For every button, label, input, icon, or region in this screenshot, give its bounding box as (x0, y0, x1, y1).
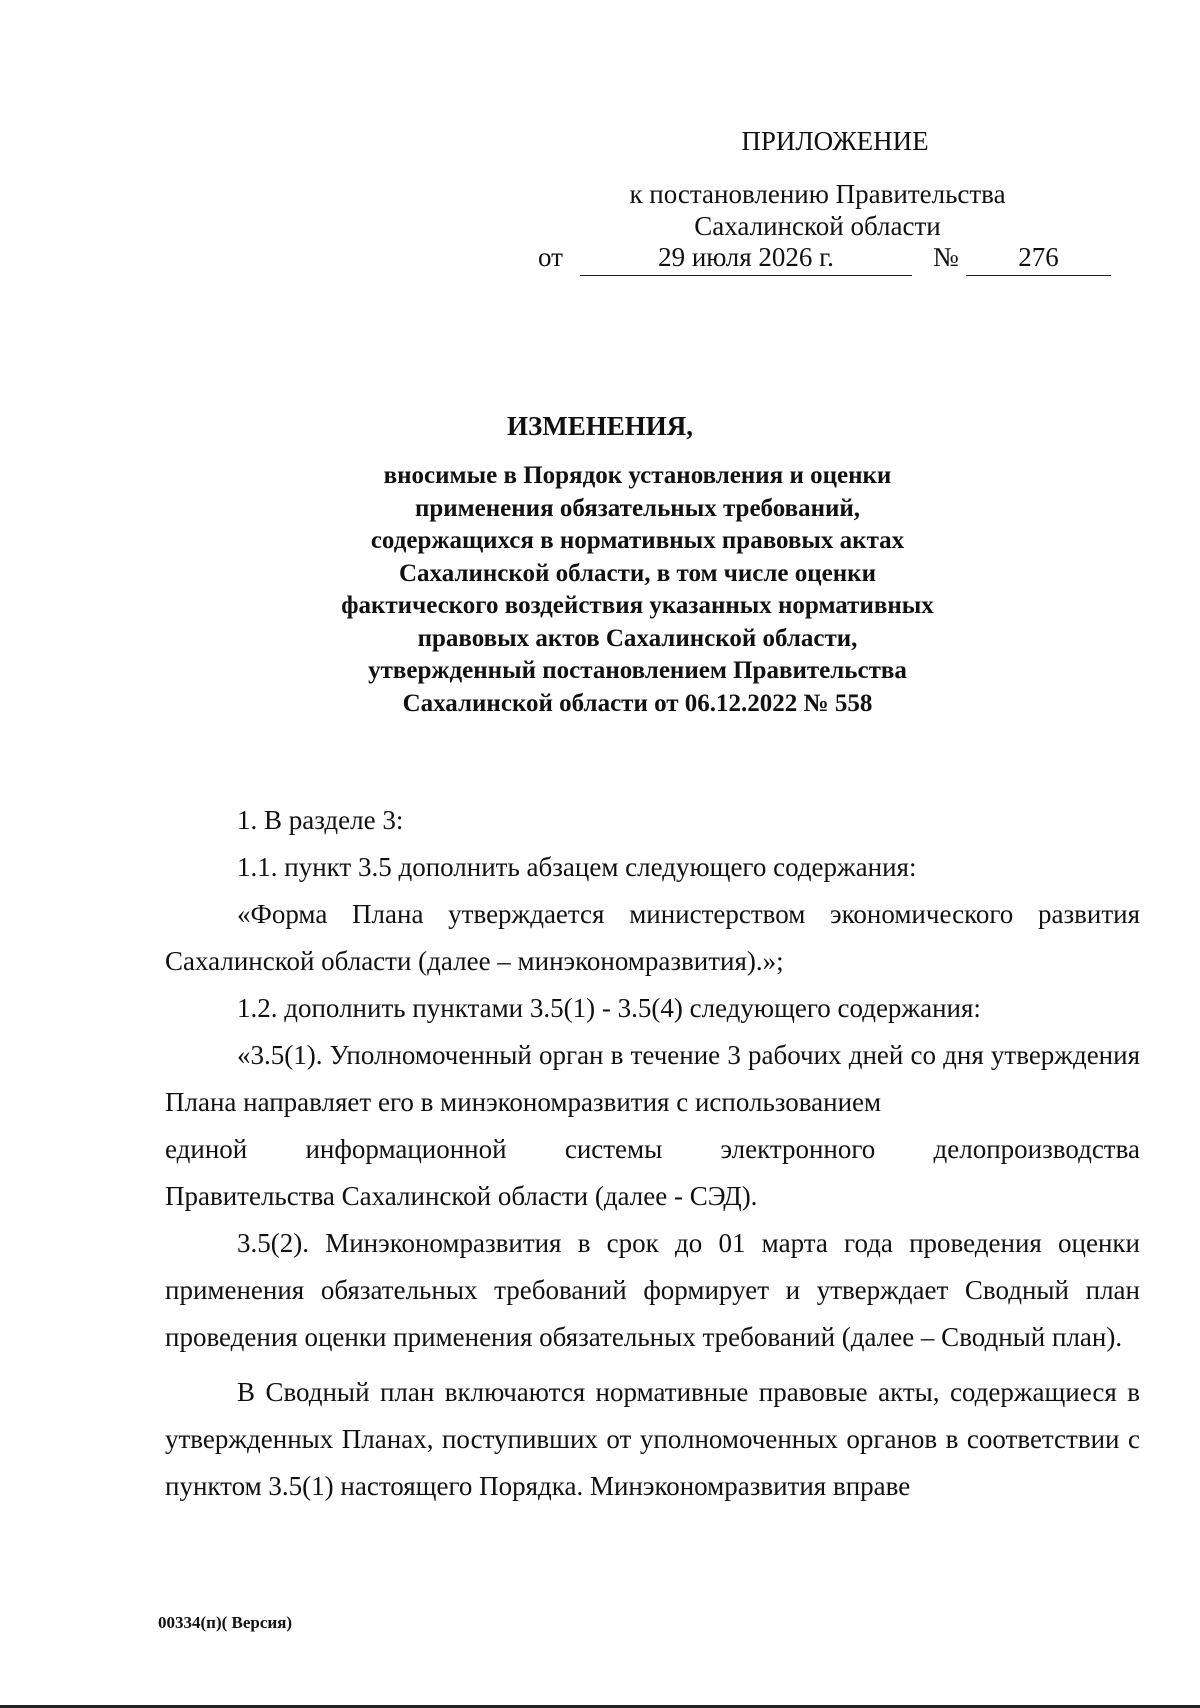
paragraph-section: 1. В разделе 3: (237, 805, 404, 835)
paragraph-3-5-1: «3.5(1). Уполномоченный орган в течение 3 рабочих дней со дня утверждения Плана направляет его в минэкономразвития с использованием (165, 1040, 1140, 1117)
subtitle-line: вносимые в Порядок установления и оценки (383, 462, 892, 489)
subtitle-line: применения обязательных требований, (414, 494, 861, 522)
paragraph-item-1-2: 1.2. дополнить пунктами 3.5(1) - 3.5(4) следующего содержания: (237, 993, 981, 1023)
subtitle-line: правовых актов Сахалинской области, (417, 624, 858, 652)
number-value: 276 (966, 241, 1111, 276)
subtitle-line: фактического воздействия указанных нормативных (341, 592, 934, 619)
appendix-line-1: к постановлению Правительства (629, 179, 1006, 209)
word: единой (165, 1134, 248, 1164)
document-body (165, 797, 1140, 1510)
word: электронного (720, 1134, 876, 1164)
document-title: ИЗМЕНЕНИЯ, (506, 411, 693, 441)
paragraph-form-plan: «Форма Плана утверждается министерством экономического развития Сахалинской области (далее – минэкономразвития).»; (165, 899, 1140, 976)
subtitle-line: содержащихся в нормативных правовых актах (370, 527, 905, 554)
appendix-title: ПРИЛОЖЕНИЕ (741, 126, 929, 156)
date-prefix: от (538, 242, 563, 272)
footer-code: 00334(п)( Версия) (158, 1613, 293, 1632)
document-subtitle (250, 460, 1025, 720)
paragraph-3-5-1-end: Правительства Сахалинской области (далее - СЭД). (165, 1181, 758, 1211)
word: информационной (305, 1134, 507, 1164)
appendix-line-2: Сахалинской области (694, 211, 941, 241)
paragraph-3-5-2: 3.5(2). Минэкономразвития в срок до 01 марта года проведения оценки применения обязательных требований формирует и утверждает Сводный план проведения оценки применения обязательных требований (далее – Сводный план). (165, 1228, 1140, 1352)
appendix-date-row (538, 241, 1113, 277)
subtitle-line: утвержденный постановлением Правительства (368, 657, 907, 684)
date-value: 29 июля 2026 г. (580, 241, 912, 276)
number-prefix: № (933, 242, 959, 272)
paragraph-3-5-1-spread-line (165, 1126, 1140, 1173)
subtitle-line: Сахалинской области от 06.12.2022 № 558 (402, 689, 873, 717)
paragraph-summary-plan: В Сводный план включаются нормативные правовые акты, содержащиеся в утвержденных Планах, поступивших от уполномоченных органов в соответствии с пунктом 3.5(1) настоящего Порядка. Минэкономразвития вправе (165, 1377, 1140, 1501)
subtitle-line: Сахалинской области, в том числе оценки (399, 559, 876, 587)
paragraph-item-1-1: 1.1. пункт 3.5 дополнить абзацем следующего содержания: (237, 852, 917, 882)
word: системы (564, 1134, 663, 1164)
word: делопроизводства (933, 1134, 1140, 1164)
